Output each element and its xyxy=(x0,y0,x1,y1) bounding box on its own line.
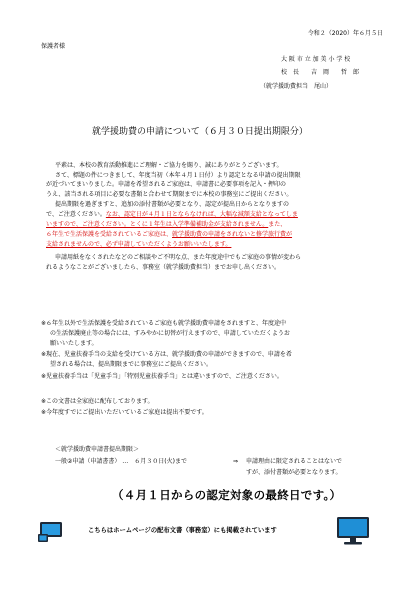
paragraph-line xyxy=(46,231,292,240)
note-line: ※この文書は全家庭に配布しております。 xyxy=(41,398,154,405)
deadline-item: 一般②申請（申請書書） … ６月３０日(火)まで xyxy=(55,458,187,465)
footer-notice: こちらはホームページの配布文書（事務室）にも掲載されています xyxy=(88,527,277,534)
school-name: 大 阪 市 立 加 美 小 学 校 xyxy=(281,56,351,63)
principal-name: 校 長 吉 岡 哲 郎 xyxy=(281,69,360,76)
warning-text: ６年生で生活保護を受給されているご家庭は、 xyxy=(46,231,173,238)
warning-text: いますので、ご注意ください。とくに１年生は入学準備補助金が支給されません。 xyxy=(46,221,269,228)
warning-text: 支給されませんので、必ず申請していただくようお願いいたします。 xyxy=(46,241,232,248)
note-line: ※今年度すでにご提出いただいているご家庭は提出不要です。 xyxy=(41,409,208,416)
paragraph-line xyxy=(46,241,231,250)
recipient: 保護者様 xyxy=(41,43,66,50)
note-line: ※現在、児童扶養手当の支給を受けている方は、就学援助費の申請ができますので、申請を希 xyxy=(41,351,292,358)
document-date: 令和２（2020）年６月５日 xyxy=(307,30,383,37)
deadline-note: 申請理由に限定されることはないで xyxy=(246,458,343,465)
deadline-emphasis: （４月１日からの認定対象の最終日です。） xyxy=(112,488,342,502)
warning-text: また、 xyxy=(268,221,287,228)
paragraph-greeting: 平素は、本校の教育活動推進にご理解・ご協力を賜り、誠にありがとうございます。 xyxy=(55,162,283,169)
deadline-heading: ＜就学援助費申請書提出期限＞ xyxy=(55,446,140,453)
paragraph-line xyxy=(46,221,286,230)
paragraph-line: が近づいてまいりました。申請を希望されるご家庭は、申請書に必要事項を記入・押印の xyxy=(46,181,287,188)
paragraph-line xyxy=(46,211,298,220)
note-line: の生活保護廃止等の場合には、すみやかに切替が行えますので、申請していただくようお xyxy=(50,330,290,337)
tablet-phone-icon xyxy=(38,520,64,542)
paragraph-line: 申請用紙をなくされたなどのご相談やご不明な点、また年度途中でもご家庭の事情が変わら xyxy=(55,254,302,261)
deadline-note: すが、添付書類が必要となります。 xyxy=(246,469,342,476)
warning-text: なお、認定日が４月１日とならなければ、大幅な減額支給となってしま xyxy=(105,211,298,218)
warning-text: 就学援助費の申請をされないと修学旅行費が xyxy=(172,231,293,238)
contact-person: （就学援助費担当 尾山） xyxy=(260,83,333,90)
paragraph-line: れるようなことがございましたら、事務室（就学援助費担当）までお申し出ください。 xyxy=(46,264,281,271)
note-line: 願いいたします。 xyxy=(50,340,98,347)
note-line: ※児童扶養手当は「児童手当」「特別児童扶養手当」とは違いますので、ご注意ください。 xyxy=(41,373,283,380)
paragraph-line: 提出期限を過ぎますと、追加の添付書類が必要となり、認定が提出日からとなりますの xyxy=(55,201,290,208)
paragraph-line: うえ、該当される項目に必要な書類と合わせて期限までに本校の事務室にご提出ください。 xyxy=(46,191,293,198)
note-line: 望される場合は、提出期限までに事務室にご提出ください。 xyxy=(50,361,213,368)
paragraph-text: で、ご注意ください。 xyxy=(46,211,106,218)
page-title: 就学援助費の申請について（６月３０日提出期限分） xyxy=(92,127,308,137)
paragraph-line: さて、標題の件につきまして、年度当初（本年４月１日付）より認定となる申請の提出期限 xyxy=(55,172,301,179)
desktop-computer-icon xyxy=(336,516,370,546)
note-line: ※６年生以外で生活保護を受給されているご家庭も就学援助費申請をされますと、年度途中 xyxy=(41,320,287,327)
arrow-icon: ⇒ xyxy=(233,458,239,465)
